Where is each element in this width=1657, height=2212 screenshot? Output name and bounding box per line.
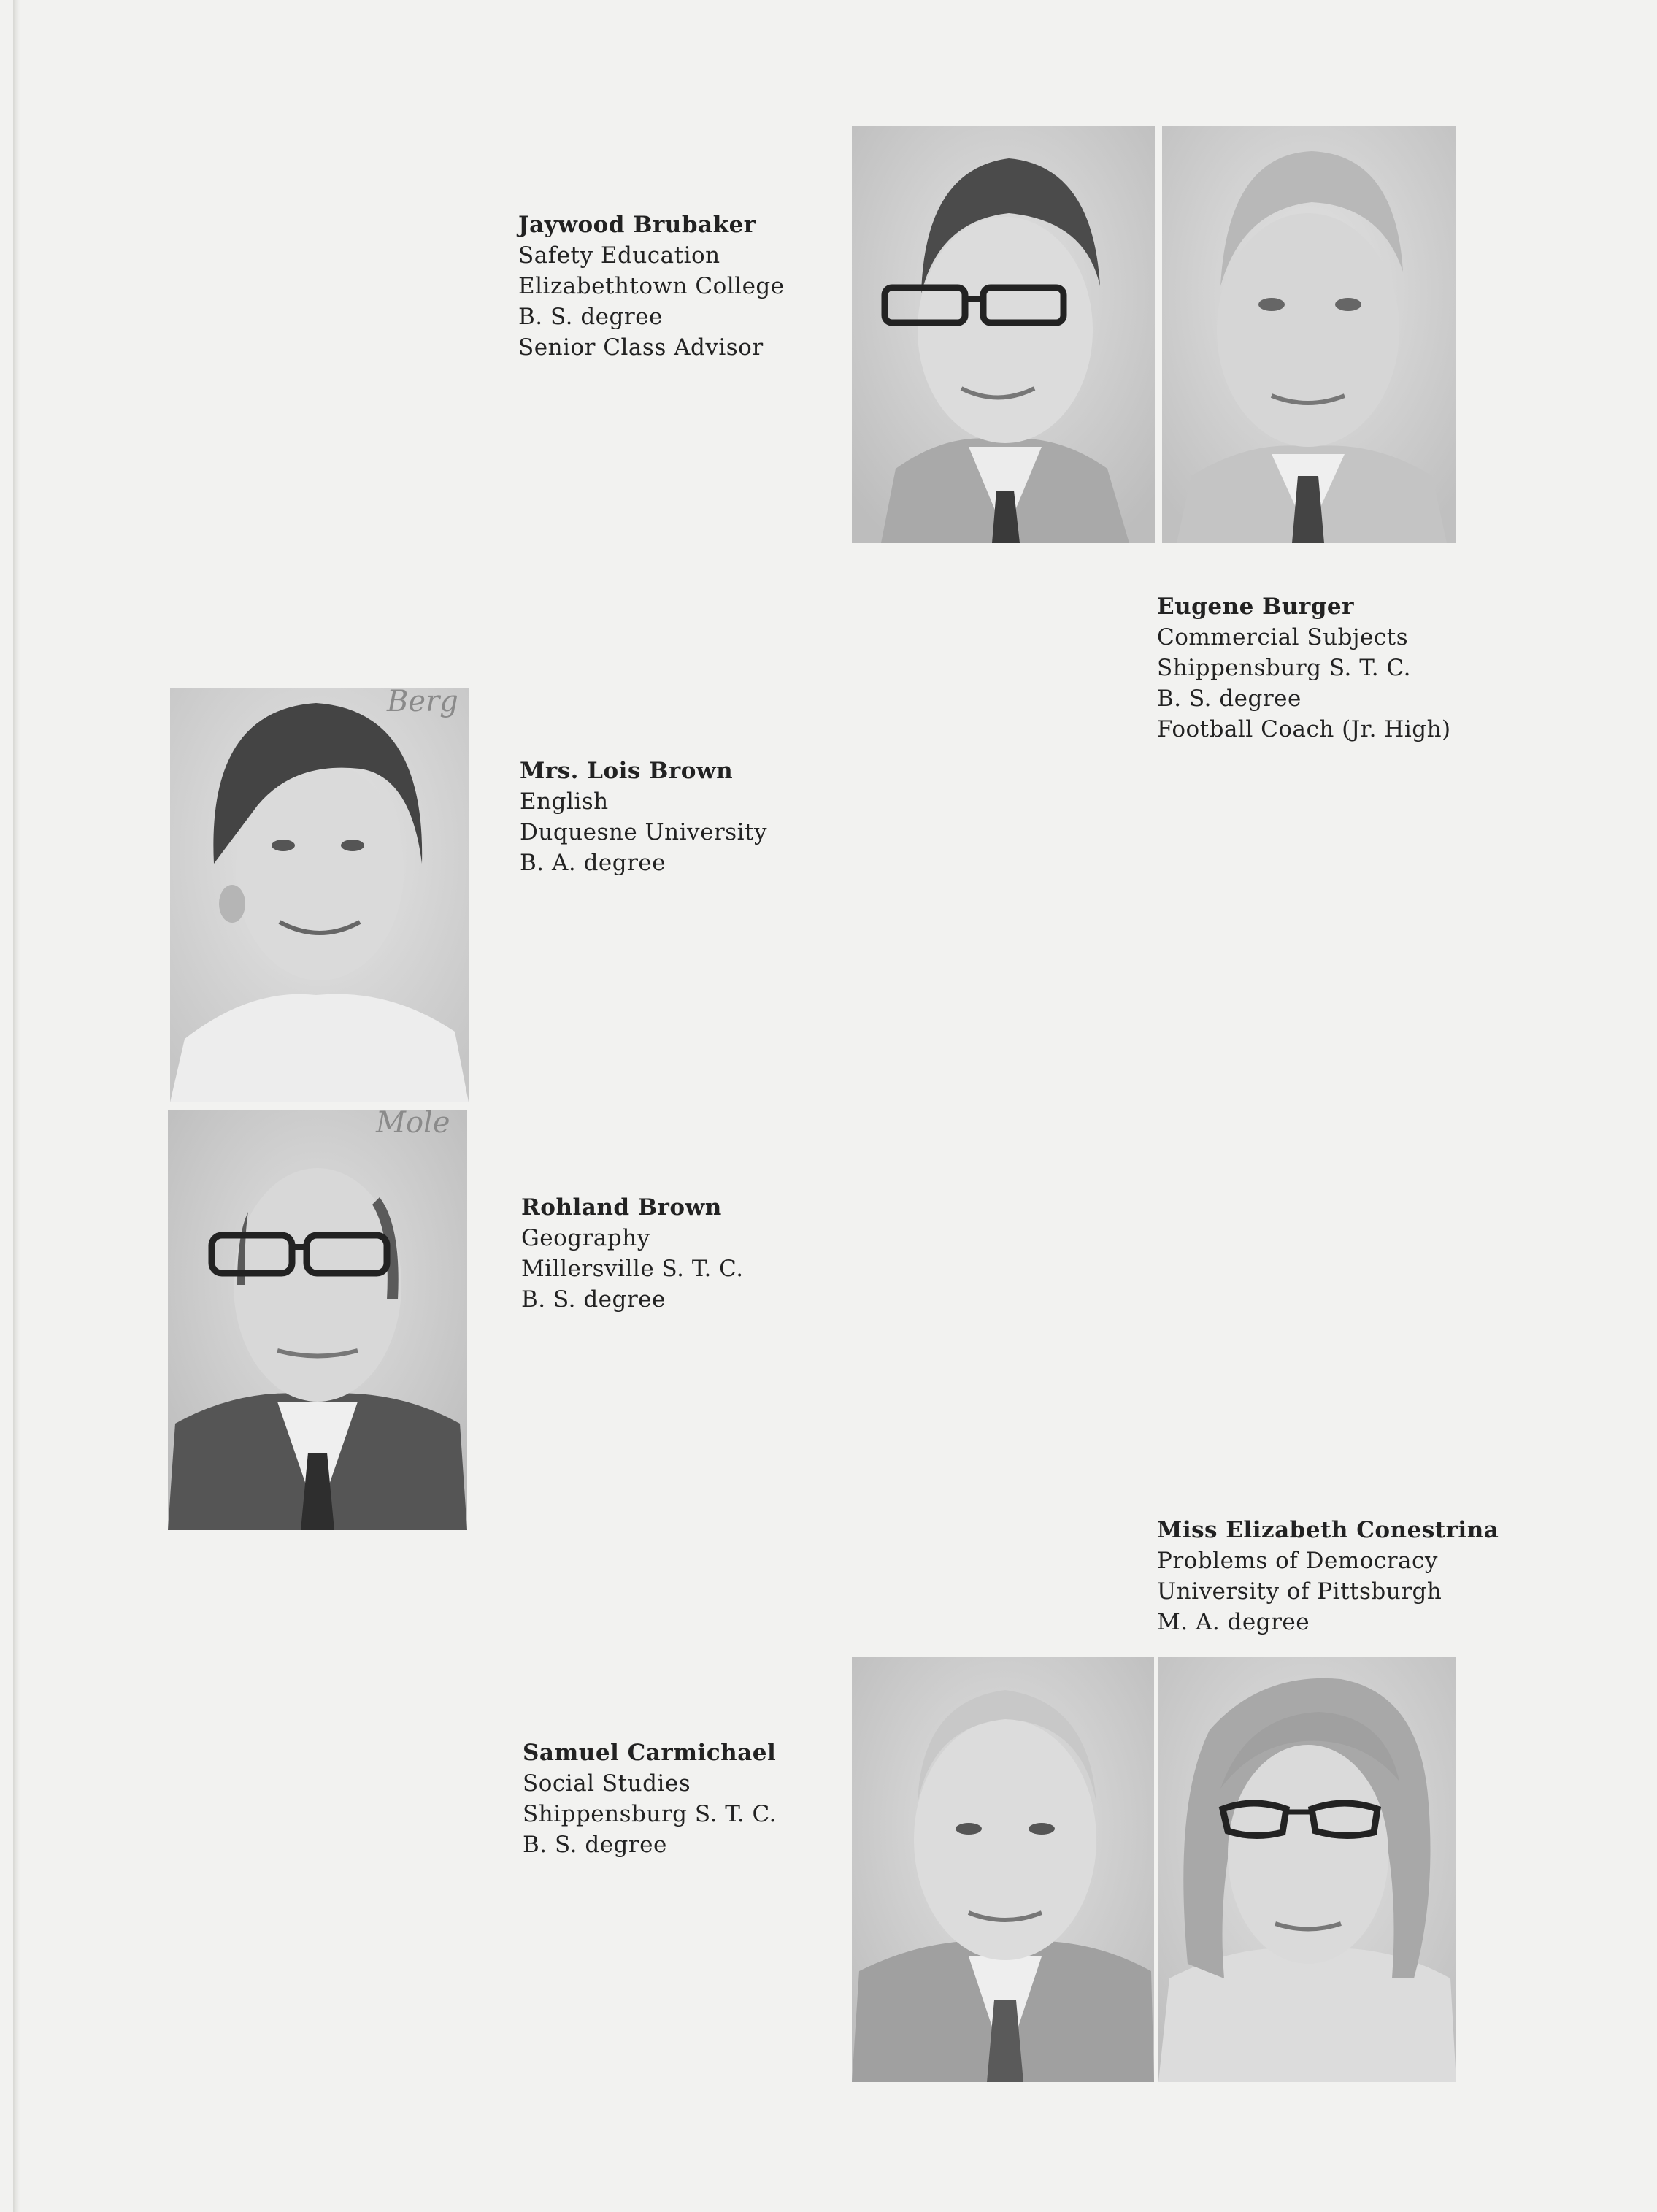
portrait-photo-rohland-brown <box>168 1110 467 1530</box>
faculty-degree: B. S. degree <box>1157 686 1302 712</box>
portrait-photo-burger <box>1162 126 1456 543</box>
faculty-school: Shippensburg S. T. C. <box>1157 655 1411 681</box>
faculty-name: Mrs. Lois Brown <box>520 758 734 784</box>
faculty-school: Elizabethtown College <box>518 273 785 299</box>
handwritten-signature: Berg <box>387 685 458 718</box>
portrait-photo-lois-brown <box>170 688 469 1102</box>
faculty-subject: English <box>520 788 609 815</box>
page-binding-edge <box>13 0 20 2212</box>
faculty-entry-brubaker <box>518 210 785 363</box>
faculty-subject: Social Studies <box>523 1770 691 1797</box>
faculty-entry-carmichael <box>523 1737 777 1860</box>
faculty-name: Miss Elizabeth Conestrina <box>1157 1517 1499 1543</box>
faculty-entry-lois-brown <box>520 756 767 878</box>
portrait-photo-conestrina <box>1158 1657 1456 2082</box>
faculty-degree: B. S. degree <box>523 1832 667 1858</box>
faculty-entry-conestrina <box>1157 1515 1499 1637</box>
faculty-school: Shippensburg S. T. C. <box>523 1801 777 1827</box>
faculty-entry-rohland-brown <box>521 1192 744 1315</box>
faculty-entry-burger <box>1157 591 1451 745</box>
faculty-name: Rohland Brown <box>521 1194 722 1221</box>
faculty-degree: B. S. degree <box>518 304 663 330</box>
faculty-school: University of Pittsburgh <box>1157 1578 1442 1605</box>
portrait-photo-brubaker <box>852 126 1155 543</box>
portrait-photo-carmichael <box>852 1657 1154 2082</box>
faculty-degree: B. S. degree <box>521 1286 666 1313</box>
faculty-school: Millersville S. T. C. <box>521 1256 744 1282</box>
faculty-school: Duquesne University <box>520 819 768 845</box>
faculty-subject: Problems of Democracy <box>1157 1548 1438 1574</box>
faculty-role: Football Coach (Jr. High) <box>1157 716 1451 742</box>
faculty-subject: Geography <box>521 1225 650 1251</box>
faculty-degree: B. A. degree <box>520 850 666 876</box>
handwritten-signature: Mole <box>376 1106 450 1140</box>
faculty-name: Eugene Burger <box>1157 594 1354 620</box>
faculty-name: Jaywood Brubaker <box>518 212 756 238</box>
faculty-degree: M. A. degree <box>1157 1609 1310 1635</box>
faculty-role: Senior Class Advisor <box>518 334 764 361</box>
faculty-subject: Commercial Subjects <box>1157 624 1409 650</box>
faculty-subject: Safety Education <box>518 242 720 269</box>
faculty-name: Samuel Carmichael <box>523 1740 777 1766</box>
